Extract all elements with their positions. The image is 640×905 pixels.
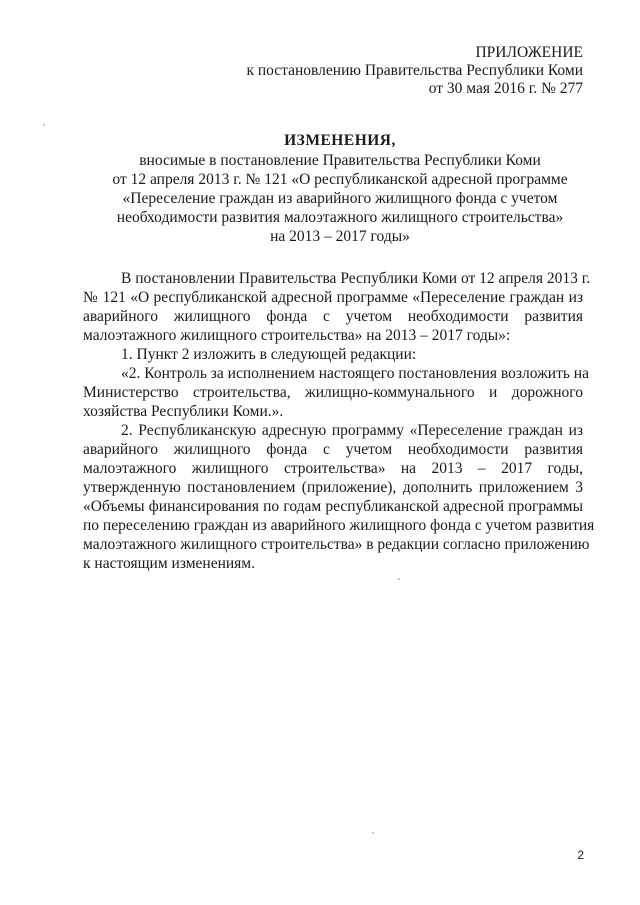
text-line: «Объемы финансирования по годам республиканской адресной программы (83, 498, 583, 515)
title-line: необходимости развития малоэтажного жилищного строительства» (116, 209, 564, 226)
paragraph-quote (83, 364, 589, 421)
scan-speck (372, 832, 374, 834)
appendix-reference: к постановлению Правительства Республики Коми (246, 62, 583, 79)
text-line: утвержденную постановлением (приложение), дополнить приложением 3 (83, 479, 583, 496)
scan-speck (43, 124, 45, 126)
scan-speck (398, 578, 400, 580)
title-line: от 12 апреля 2013 г. № 121 «О республиканской адресной программе (112, 171, 568, 188)
text-line: № 121 «О республиканской адресной программе «Переселение граждан из (83, 289, 583, 306)
text-line: В постановлении Правительства Республики Коми от 12 апреля 2013 г. (121, 270, 591, 287)
text-line: малоэтажного жилищного строительства» на 2013 – 2017 годы»: (83, 327, 511, 344)
document-title-block (80, 131, 600, 246)
appendix-date: от 30 мая 2016 г. № 277 (428, 80, 583, 97)
appendix-label: ПРИЛОЖЕНИЕ (475, 44, 583, 61)
title-line: «Переселение граждан из аварийного жилищного фонда с учетом (122, 190, 558, 207)
text-line: к настоящим изменениям. (83, 555, 255, 572)
document-body (83, 269, 595, 573)
text-line: малоэтажного жилищного строительства» в редакции согласно приложению (83, 536, 590, 553)
document-title: ИЗМЕНЕНИЯ, (284, 132, 396, 149)
text-line: Министерство строительства, жилищно-коммунального и дорожного (83, 384, 583, 401)
text-line: «2. Контроль за исполнением настоящего постановления возложить на (121, 365, 589, 382)
page-number: 2 (577, 848, 584, 862)
paragraph-intro (83, 269, 591, 345)
title-line: на 2013 – 2017 годы» (270, 228, 410, 245)
paragraph-item-2 (83, 421, 595, 573)
appendix-header (246, 44, 583, 98)
text-line: по переселению граждан из аварийного жилищного фонда с учетом развития (83, 517, 595, 534)
title-line: вносимые в постановление Правительства Республики Коми (139, 152, 541, 169)
text-line: хозяйства Республики Коми.». (83, 403, 284, 420)
paragraph-item-1 (83, 345, 583, 364)
text-line: малоэтажного жилищного строительства» на 2013 – 2017 годы, (83, 460, 583, 477)
text-line: аварийного жилищного фонда с учетом необходимости развития (83, 441, 583, 458)
text-line: аварийного жилищного фонда с учетом необходимости развития (83, 308, 583, 325)
text-line: 1. Пункт 2 изложить в следующей редакции: (121, 346, 417, 363)
text-line: 2. Республиканскую адресную программу «Переселение граждан из (121, 422, 583, 439)
